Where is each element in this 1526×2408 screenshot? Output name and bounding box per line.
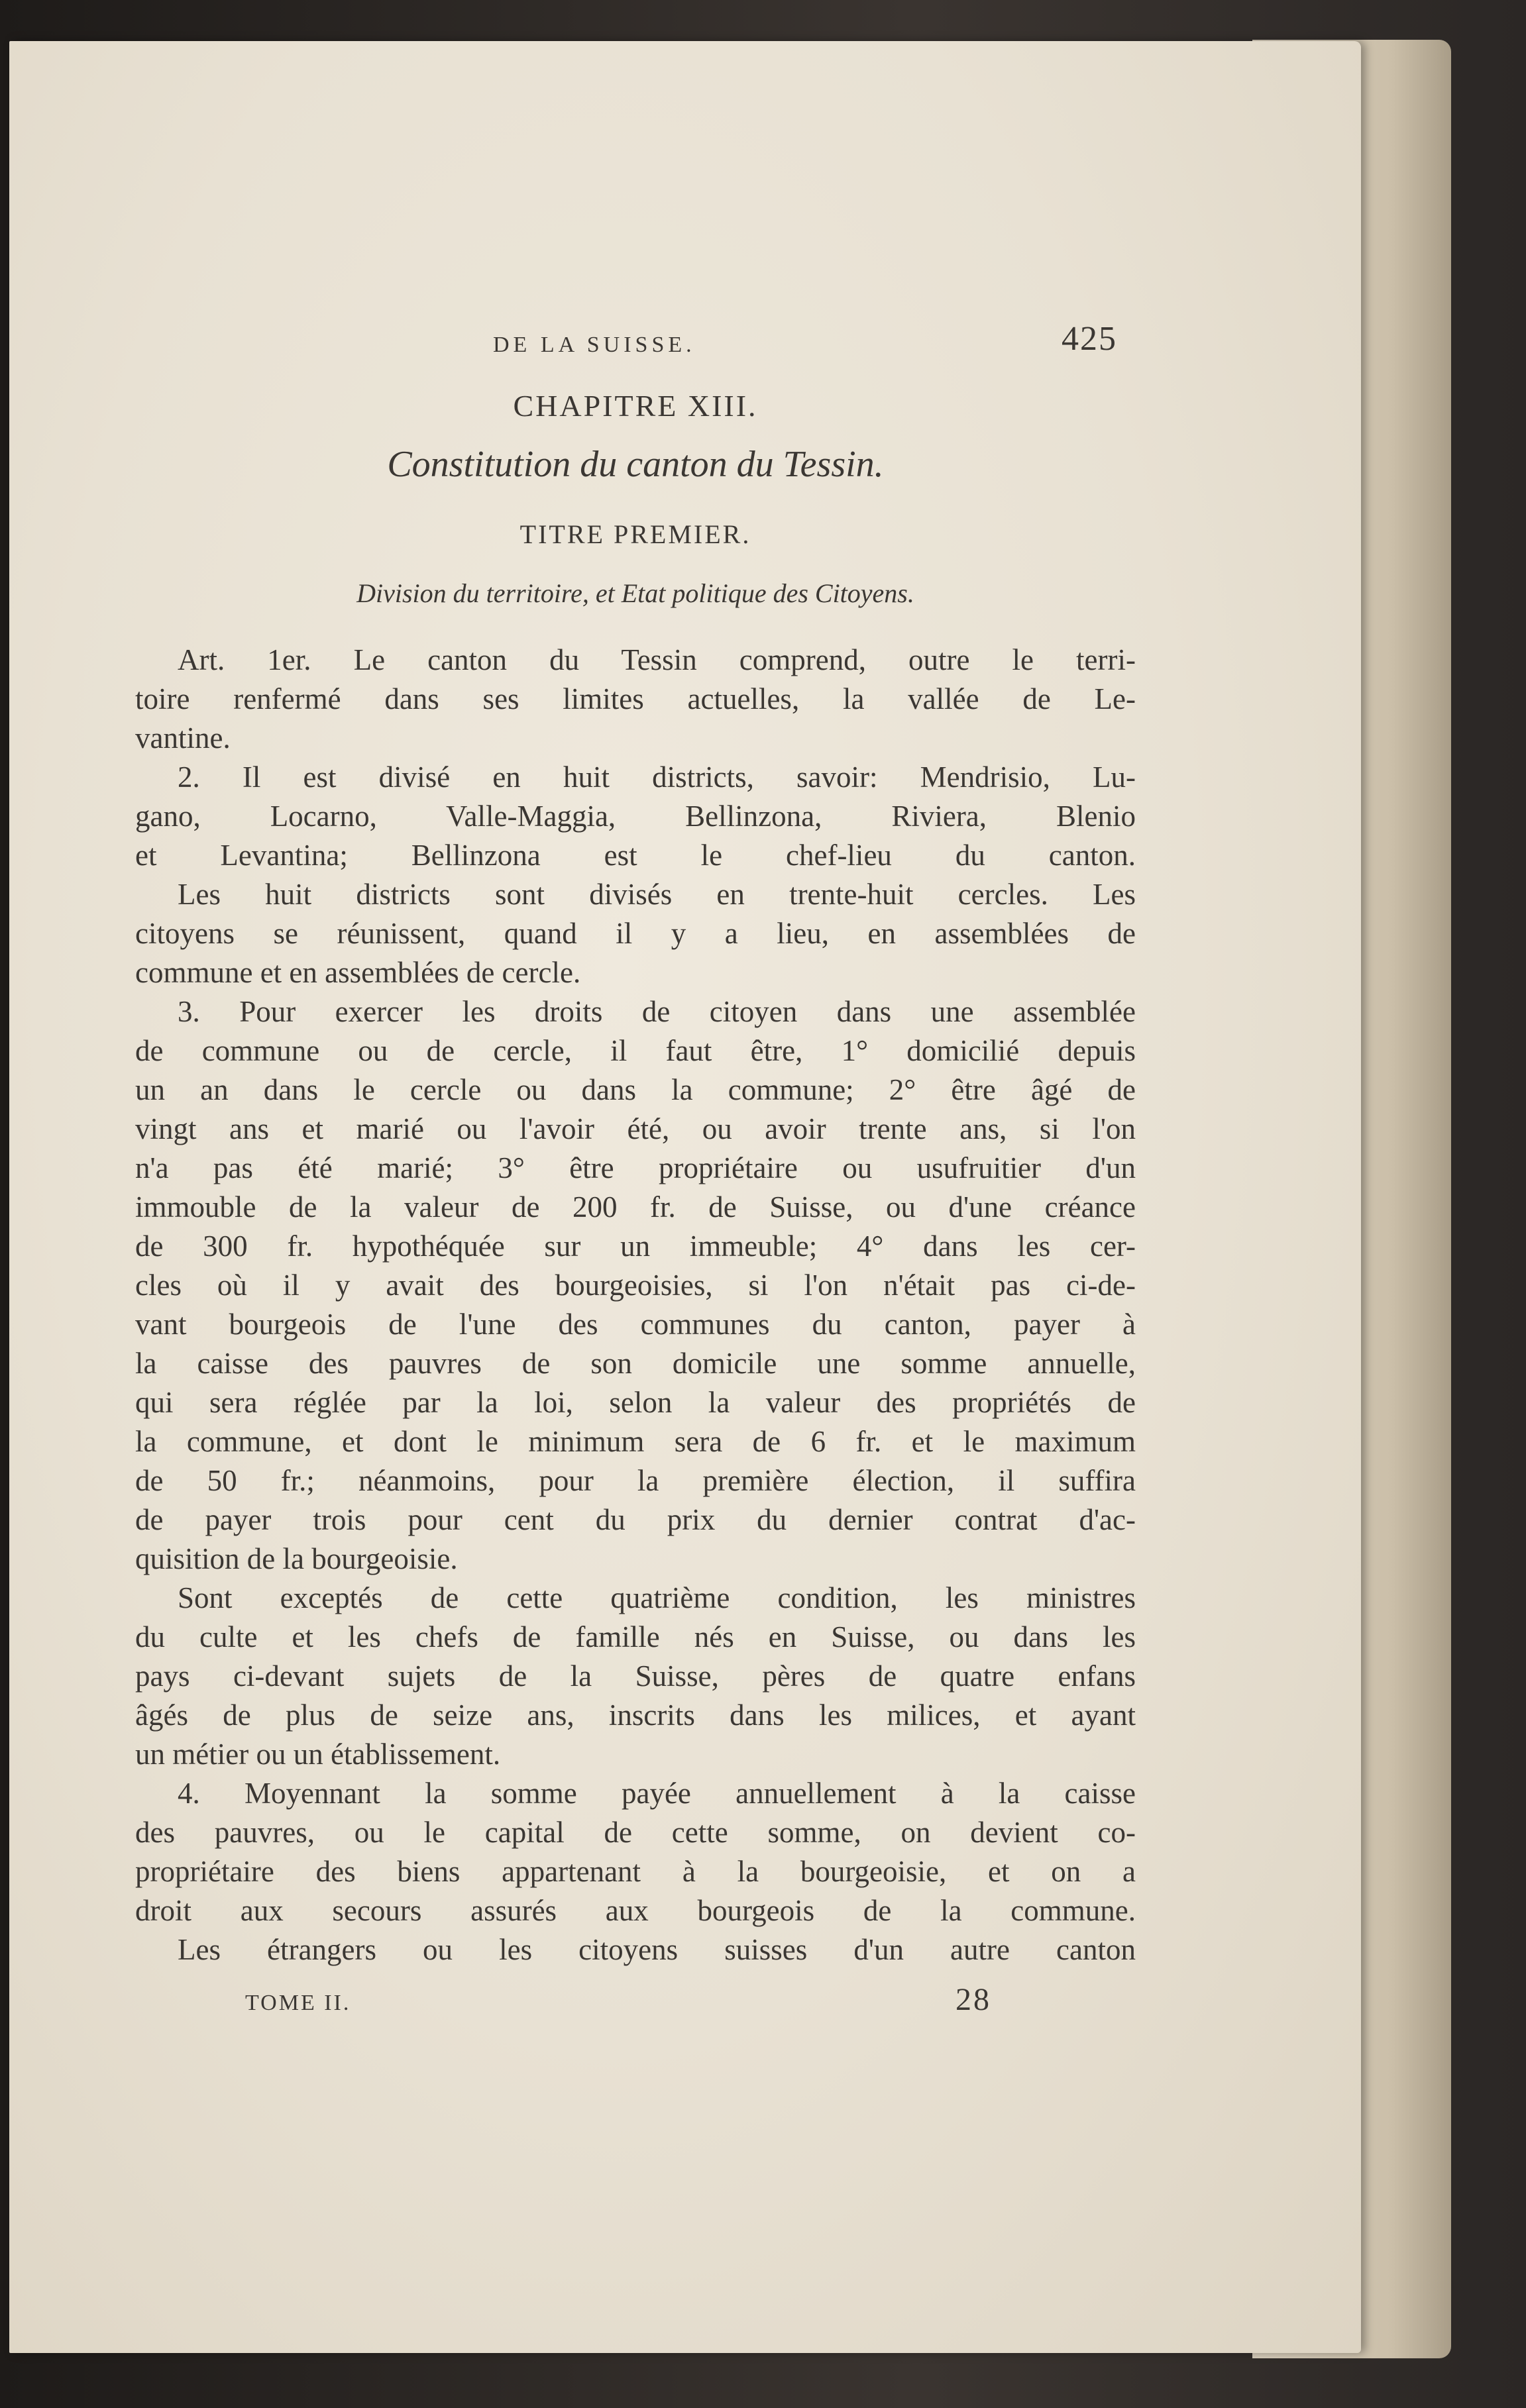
text-line: vingt ans et marié ou l'avoir été, ou avoir trente ans, si l'on: [135, 1112, 1136, 1145]
text-line: la caisse des pauvres de son domicile une somme annuelle,: [135, 1347, 1136, 1380]
text-line: propriétaire des biens appartenant à la bourgeoisie, et on a: [135, 1855, 1136, 1888]
volume-label: TOME II.: [245, 1991, 351, 2015]
text-line: quisition de la bourgeoisie.: [135, 1542, 458, 1575]
text-line: pays ci-devant sujets de la Suisse, pères de quatre enfans: [135, 1659, 1136, 1693]
text-line: immouble de la valeur de 200 fr. de Suisse, ou d'une créance: [135, 1190, 1136, 1224]
text-line: la commune, et dont le minimum sera de 6 fr. et le maximum: [135, 1425, 1136, 1458]
running-head: [135, 319, 1136, 366]
page-footer: [135, 1981, 1136, 2028]
book-page: [9, 41, 1361, 2353]
text-line: droit aux secours assurés aux bourgeois de la commune.: [135, 1894, 1136, 1927]
constitution-heading: Constitution du canton du Tessin.: [387, 444, 884, 485]
text-line: de commune ou de cercle, il faut être, 1° domicilié depuis: [135, 1034, 1136, 1067]
text-line: un métier ou un établissement.: [135, 1738, 501, 1771]
text-block: [135, 319, 1136, 2028]
text-line: et Levantina; Bellinzona est le chef-lieu du canton.: [135, 839, 1136, 872]
text-line: Art. 1er. Le canton du Tessin comprend, outre le terri-: [178, 643, 1136, 676]
text-line: commune et en assemblées de cercle.: [135, 956, 581, 989]
text-line: Les étrangers ou les citoyens suisses d'un autre canton: [178, 1933, 1136, 1966]
text-line: de payer trois pour cent du prix du dernier contrat d'ac-: [135, 1503, 1136, 1536]
chapter-heading: CHAPITRE XIII.: [513, 389, 758, 423]
text-line: Sont exceptés de cette quatrième condition, les ministres: [178, 1581, 1136, 1614]
body-text: [135, 641, 1136, 1969]
text-line: 3. Pour exercer les droits de citoyen dans une assemblée: [178, 995, 1136, 1028]
text-line: qui sera réglée par la loi, selon la valeur des propriétés de: [135, 1386, 1136, 1419]
text-line: vant bourgeois de l'une des communes du canton, payer à: [135, 1308, 1136, 1341]
signature-mark: 28: [955, 1982, 991, 2017]
text-line: de 50 fr.; néanmoins, pour la première élection, il suffira: [135, 1464, 1136, 1497]
text-line: des pauvres, ou le capital de cette somme, on devient co-: [135, 1816, 1136, 1849]
text-line: toire renfermé dans ses limites actuelles, la vallée de Le-: [135, 682, 1136, 715]
text-line: âgés de plus de seize ans, inscrits dans les milices, et ayant: [135, 1699, 1136, 1732]
text-line: un an dans le cercle ou dans la commune; 2° être âgé de: [135, 1073, 1136, 1106]
text-line: citoyens se réunissent, quand il y a lieu, en assemblées de: [135, 917, 1136, 950]
text-line: gano, Locarno, Valle-Maggia, Bellinzona, Riviera, Blenio: [135, 800, 1136, 833]
text-line: n'a pas été marié; 3° être propriétaire ou usufruitier d'un: [135, 1151, 1136, 1184]
division-heading: Division du territoire, et Etat politique des Citoyens.: [356, 578, 914, 608]
text-line: de 300 fr. hypothéquée sur un immeuble; 4° dans les cer-: [135, 1230, 1136, 1263]
text-line: 2. Il est divisé en huit districts, savoir: Mendrisio, Lu-: [178, 760, 1136, 794]
text-line: 4. Moyennant la somme payée annuellement à la caisse: [178, 1777, 1136, 1810]
text-line: Les huit districts sont divisés en trente-huit cercles. Les: [178, 878, 1136, 911]
text-line: cles où il y avait des bourgeoisies, si l'on n'était pas ci-de-: [135, 1269, 1136, 1302]
running-title: DE LA SUISSE.: [493, 333, 696, 357]
titre-heading: TITRE PREMIER.: [519, 519, 751, 549]
page-number: 425: [1062, 320, 1117, 358]
text-line: du culte et les chefs de famille nés en Suisse, ou dans les: [135, 1620, 1136, 1653]
text-line: vantine.: [135, 721, 231, 755]
